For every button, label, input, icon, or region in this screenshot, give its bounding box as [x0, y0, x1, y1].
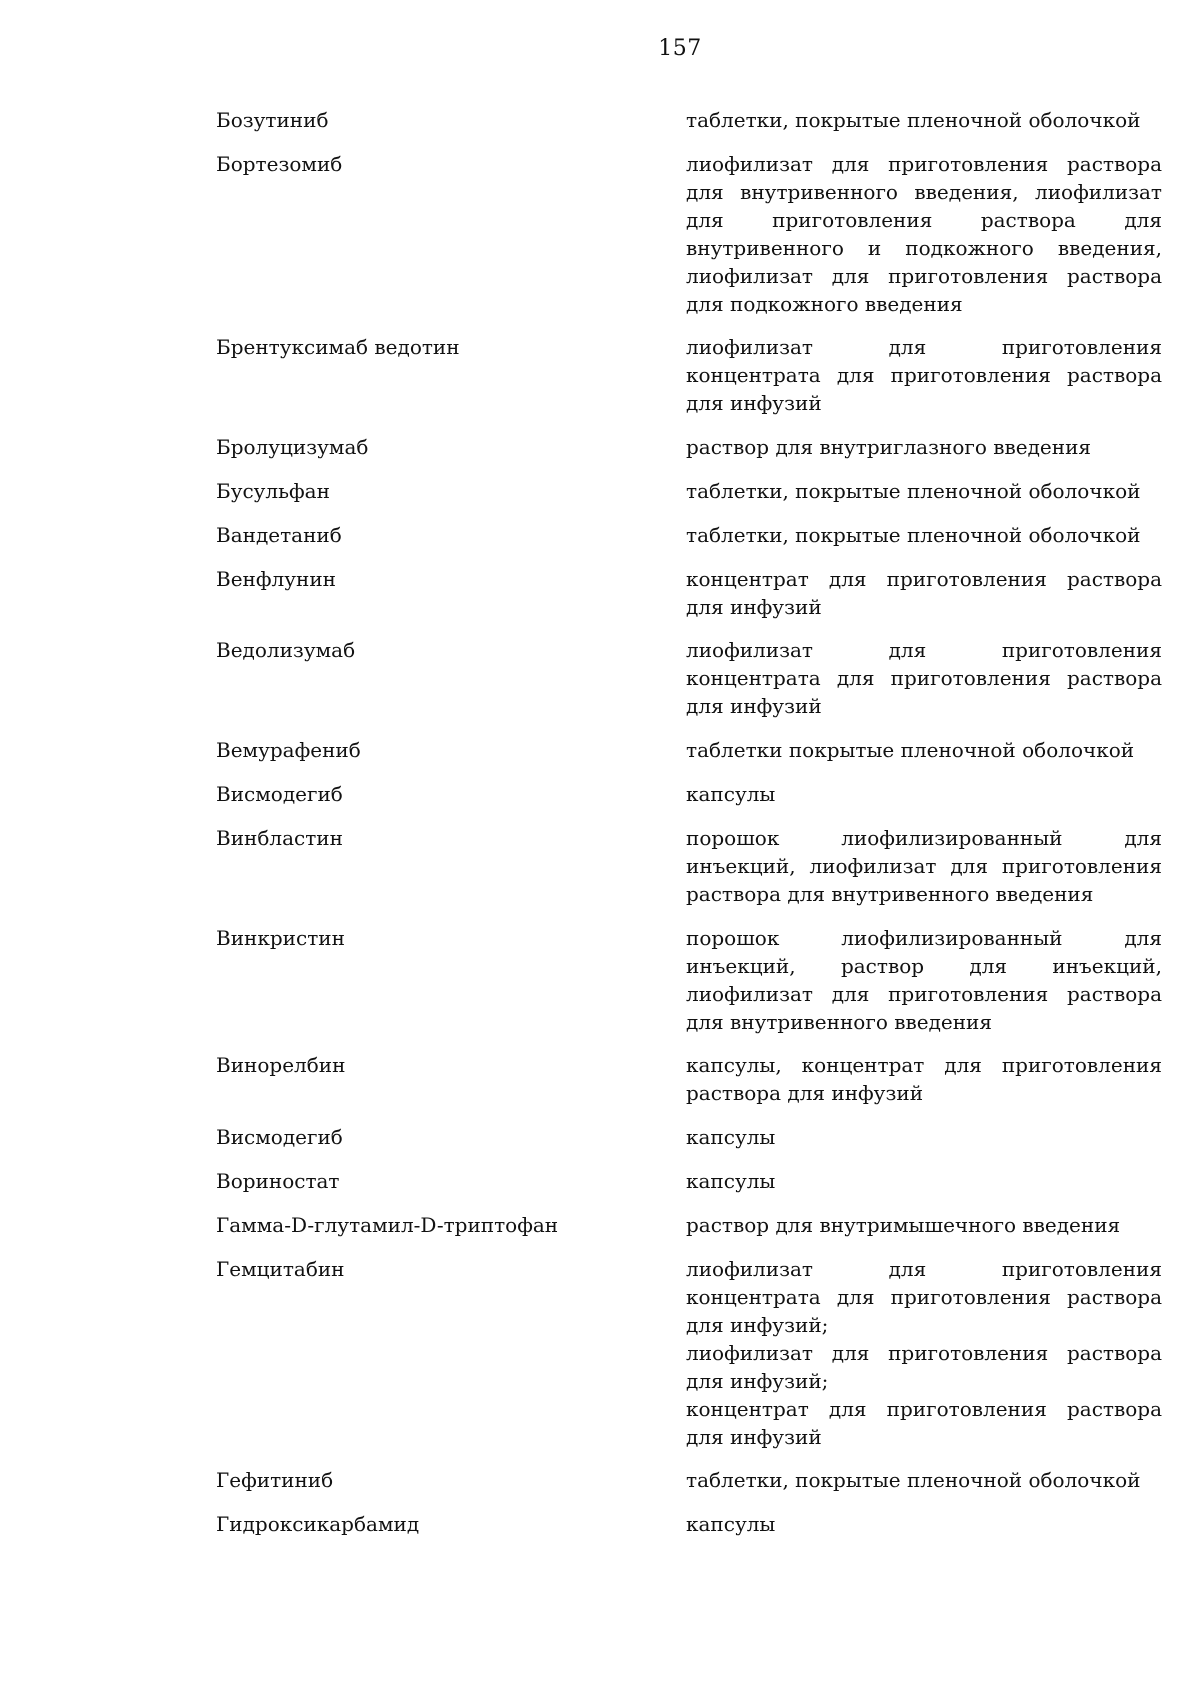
- dosage-form: порошок лиофилизированный для инъекций, лиофилизат для приготовления раствора для внутривенного введения: [686, 826, 1162, 906]
- list-item: [214, 1123, 1162, 1151]
- page-number: 157: [658, 36, 702, 61]
- drug-name: Винорелбин: [216, 1053, 346, 1077]
- list-item: [214, 333, 1162, 417]
- list-item: [214, 521, 1162, 549]
- dosage-form: таблетки, покрытые пленочной оболочкой: [686, 108, 1141, 132]
- list-item: [214, 636, 1162, 720]
- list-item: [214, 565, 1162, 621]
- drug-name: Гемцитабин: [216, 1257, 345, 1281]
- list-item: [214, 1466, 1162, 1494]
- dosage-form: раствор для внутримышечного введения: [686, 1213, 1121, 1237]
- list-item: [214, 1255, 1162, 1451]
- dosage-form: капсулы, концентрат для приготовления раствора для инфузий: [686, 1053, 1162, 1105]
- list-item: [214, 1510, 1162, 1538]
- list-item: [214, 924, 1162, 1036]
- dosage-form: лиофилизат для приготовления концентрата для приготовления раствора для инфузий; лиофилизат для приготовления раствора для инфузий; концентрат для приготовления раствора для инфузий: [686, 1257, 1162, 1449]
- drug-name: Бортезомиб: [216, 152, 343, 176]
- drug-name: Гефитиниб: [216, 1468, 334, 1492]
- list-item: [214, 1211, 1162, 1239]
- drug-name: Вемурафениб: [216, 738, 361, 762]
- list-item: [214, 433, 1162, 461]
- drug-name: Винкристин: [216, 926, 345, 950]
- dosage-form: таблетки, покрытые пленочной оболочкой: [686, 1468, 1141, 1492]
- drug-name: Висмодегиб: [216, 782, 343, 806]
- dosage-form: капсулы: [686, 1512, 776, 1536]
- list-item: [214, 1051, 1162, 1107]
- dosage-form: капсулы: [686, 1125, 776, 1149]
- drug-name: Висмодегиб: [216, 1125, 343, 1149]
- list-item: [214, 1167, 1162, 1195]
- dosage-form: раствор для внутриглазного введения: [686, 435, 1092, 459]
- drug-name: Бозутиниб: [216, 108, 329, 132]
- dosage-form: таблетки, покрытые пленочной оболочкой: [686, 479, 1141, 503]
- drug-name: Вориностат: [216, 1169, 340, 1193]
- dosage-form: таблетки покрытые пленочной оболочкой: [686, 738, 1135, 762]
- dosage-form: таблетки, покрытые пленочной оболочкой: [686, 523, 1141, 547]
- drug-name: Гидроксикарбамид: [216, 1512, 420, 1536]
- list-item: [214, 780, 1162, 808]
- drug-name: Брентуксимаб ведотин: [216, 335, 460, 359]
- drug-name: Ведолизумаб: [216, 638, 356, 662]
- drug-name: Венфлунин: [216, 567, 336, 591]
- dosage-form: капсулы: [686, 782, 776, 806]
- dosage-form: порошок лиофилизированный для инъекций, раствор для инъекций, лиофилизат для приготовления раствора для внутривенного введения: [686, 926, 1162, 1034]
- list-item: [214, 736, 1162, 764]
- drug-name: Вандетаниб: [216, 523, 342, 547]
- list-item: [214, 477, 1162, 505]
- list-item: [214, 106, 1162, 134]
- drug-name: Бролуцизумаб: [216, 435, 369, 459]
- list-item: [214, 150, 1162, 318]
- dosage-form: концентрат для приготовления раствора для инфузий: [686, 567, 1162, 619]
- drug-name: Винбластин: [216, 826, 343, 850]
- list-item: [214, 824, 1162, 908]
- drug-name: Гамма-D-глутамил-D-триптофан: [216, 1213, 559, 1237]
- dosage-form: лиофилизат для приготовления концентрата для приготовления раствора для инфузий: [686, 638, 1162, 718]
- dosage-form: лиофилизат для приготовления концентрата для приготовления раствора для инфузий: [686, 335, 1162, 415]
- dosage-form: лиофилизат для приготовления раствора для внутривенного введения, лиофилизат для приготовления раствора для внутривенного и подкожного введения, лиофилизат для приготовления раствора для подкожного введения: [686, 152, 1162, 316]
- drug-list: [214, 106, 1162, 1538]
- dosage-form: капсулы: [686, 1169, 776, 1193]
- drug-name: Бусульфан: [216, 479, 330, 503]
